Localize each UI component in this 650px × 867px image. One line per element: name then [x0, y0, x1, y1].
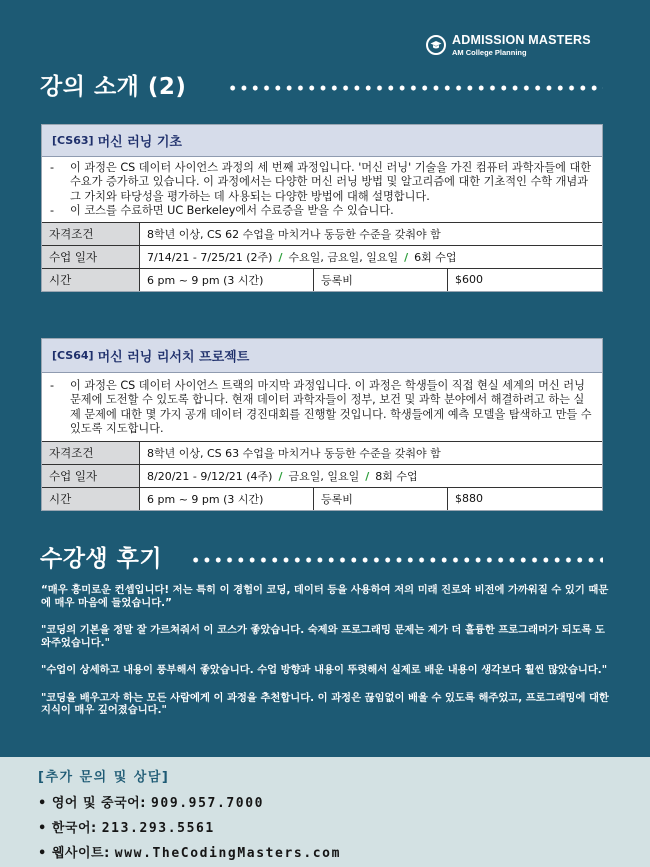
time-label: 시간: [42, 268, 140, 291]
dates-label: 수업 일자: [42, 245, 140, 268]
course-info-table: [42, 222, 602, 291]
course-code: [CS63]: [52, 134, 94, 147]
contact-title: [추가 문의 및 상담]: [38, 770, 170, 785]
description-bullet: - 이 과정은 CS 데이터 사이언스 트랙의 마지막 과정입니다. 이 과정은 학생들이 직접 현실 세계의 머신 러닝 문제에 도전할 수 있도록 합니다. 현재 데이터 과학자들이 정부, 보건 및 과학 분야에서 해결하려고 하는 실제 문제에 대한 몇 가지 공개 데이터 경진대회를 진행할 것입니다. 학생들에게 예측 모델을 탐색하고 만들 수 있도록 지도합니다.: [50, 379, 592, 436]
dates-value: 8/20/21 - 9/12/21 (4주) / 금요일, 일요일 / 8회 수업: [140, 464, 603, 487]
fee-label: 등록비: [314, 268, 448, 291]
dates-row: [42, 464, 602, 487]
review-quote: "코딩의 기본을 정말 잘 가르쳐줘서 이 코스가 좋았습니다. 숙제와 프로그래밍 문제는 제가 더 훌륭한 프로그래머가 되도록 도와주었습니다.": [41, 624, 605, 649]
eligibility-row: [42, 222, 602, 245]
contact-phone-english-chinese: • 영어 및 중국어: 909.957.7000: [38, 796, 265, 811]
dates-row: [42, 245, 602, 268]
contact-website: • 웹사이트: www.TheCodingMasters.com: [38, 846, 342, 861]
course-name: 머신 러닝 리서치 프로젝트: [97, 350, 250, 365]
time-value: 6 pm ~ 9 pm (3 시간): [140, 268, 314, 291]
courses-section-title: 강의 소개 (2): [40, 74, 187, 100]
time-label: 시간: [42, 487, 140, 510]
course-info-table: [42, 441, 602, 510]
course-code: [CS64]: [52, 349, 94, 362]
dates-value: 7/14/21 - 7/25/21 (2주) / 수요일, 금요일, 일요일 / 6회 수업: [140, 245, 603, 268]
course-name: 머신 러닝 기초: [97, 135, 182, 150]
eligibility-value: 8학년 이상, CS 63 수업을 마치거나 동등한 수준을 갖춰야 함: [140, 441, 603, 464]
review-quote: “매우 흥미로운 컨셉입니다! 저는 특히 이 경험이 코딩, 데이터 등을 사용하여 저의 미래 진로와 비전에 가까워질 수 있기 때문에 매우 마음에 들었습니다.”: [41, 584, 609, 609]
review-quote: "코딩을 배우고자 하는 모든 사람에게 이 과정을 추천합니다. 이 과정은 끊임없이 배울 수 있도록 해주었고, 프로그래밍에 대한 지식이 매우 깊어졌습니다.": [41, 691, 609, 716]
brand-logo[interactable]: [426, 34, 591, 56]
time-row: [42, 487, 602, 510]
contact-footer: [0, 757, 650, 867]
phone-link[interactable]: 213.293.5561: [101, 821, 215, 836]
time-row: [42, 268, 602, 291]
fee-value: $600: [448, 268, 603, 291]
eligibility-row: [42, 441, 602, 464]
eligibility-label: 자격조건: [42, 222, 140, 245]
description-bullet: - 이 코스를 수료하면 UC Berkeley에서 수료증을 받을 수 있습니다.: [50, 204, 394, 218]
time-value: 6 pm ~ 9 pm (3 시간): [140, 487, 314, 510]
website-link[interactable]: www.TheCodingMasters.com: [114, 846, 342, 861]
header: [0, 0, 650, 120]
brand-tagline: AM College Planning: [452, 47, 527, 57]
course-description: [42, 373, 602, 441]
reviews-section-title: 수강생 후기: [40, 546, 163, 572]
course-header: [42, 339, 602, 373]
course-card-cs64: [41, 338, 603, 511]
dotted-divider: [190, 556, 603, 564]
eligibility-value: 8학년 이상, CS 62 수업을 마치거나 동등한 수준을 갖춰야 함: [140, 222, 603, 245]
contact-phone-korean: • 한국어: 213.293.5561: [38, 821, 215, 836]
phone-link[interactable]: 909.957.7000: [150, 796, 265, 811]
description-bullet: - 이 과정은 CS 데이터 사이언스 과정의 세 번째 과정입니다. '머신 러닝' 기술을 가진 컴퓨터 과학자들에 대한 수요가 증가하고 있습니다. 이 과정에서는 다양한 머신 러닝 방법 및 알고리즘에 대한 기초적인 수학 개념과 그 가치와 타당성을 평가하는 데 사용되는 다양한 방법에 대해 설명합니다.: [50, 161, 592, 203]
graduation-cap-icon: [426, 35, 446, 55]
course-description: [42, 157, 602, 222]
reviews-list: [41, 584, 609, 732]
course-card-cs63: [41, 124, 603, 292]
dates-label: 수업 일자: [42, 464, 140, 487]
course-header: [42, 125, 602, 157]
brand-name: ADMISSION MASTERS: [452, 33, 591, 47]
eligibility-label: 자격조건: [42, 441, 140, 464]
review-quote: "수업이 상세하고 내용이 풍부해서 좋았습니다. 수업 방향과 내용이 뚜렷해서 실제로 배운 내용이 생각보다 훨씬 많았습니다.": [41, 664, 608, 676]
fee-value: $880: [448, 487, 603, 510]
fee-label: 등록비: [314, 487, 448, 510]
dotted-divider: [227, 84, 603, 92]
